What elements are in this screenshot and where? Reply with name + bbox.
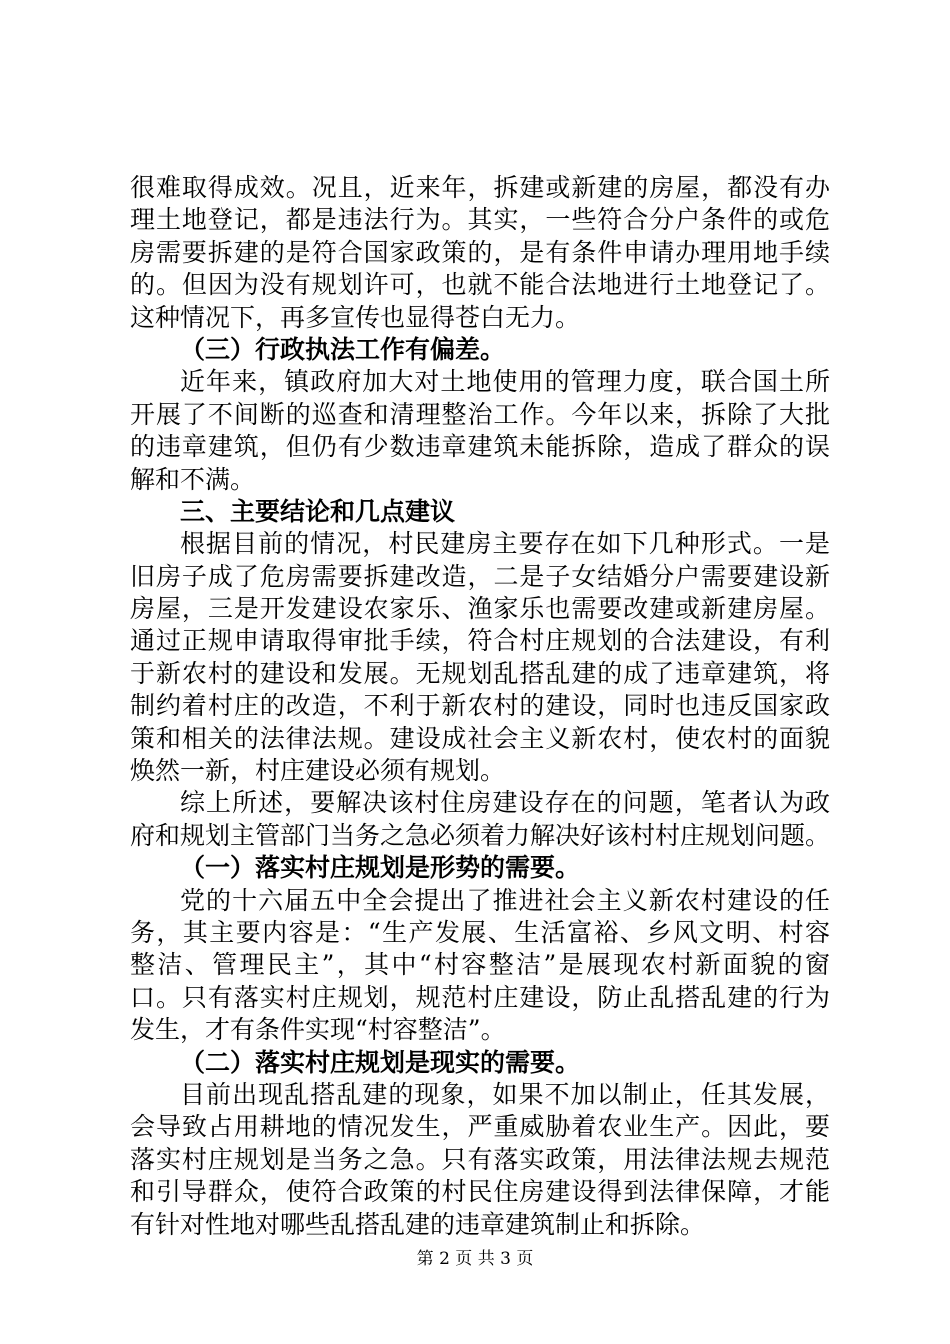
section-heading: 三、主要结论和几点建议 (180, 496, 456, 526)
text-line: 理土地登记，都是违法行为。其实，一些符合分户条件的或危 (130, 205, 830, 235)
text-line: 的。但因为没有规划许可，也就不能合法地进行土地登记了。 (130, 270, 830, 300)
text-line: 有针对性地对哪些乱搭乱建的违章建筑制止和拆除。 (130, 1209, 706, 1239)
section-heading: （三）行政执法工作有偏差。 (180, 334, 506, 364)
text-line: 旧房子成了危房需要拆建改造，二是子女结婚分户需要建设新 (130, 561, 830, 591)
text-line: 落实村庄规划是当务之急。只有落实政策，用法律法规去规范 (130, 1144, 830, 1174)
text-line: 策和相关的法律法规。建设成社会主义新农村，使农村的面貌 (130, 723, 830, 753)
text-line: 会导致占用耕地的情况发生，严重威胁着农业生产。因此，要 (130, 1112, 830, 1142)
text-line: 府和规划主管部门当务之急必须着力解决好该村村庄规划问题。 (130, 820, 830, 850)
text-line: 房需要拆建的是符合国家政策的，是有条件申请办理用地手续 (130, 237, 830, 267)
text-line: 房屋，三是开发建设农家乐、渔家乐也需要改建或新建房屋。 (130, 594, 830, 624)
text-line: 制约着村庄的改造，不利于新农村的建设，同时也违反国家政 (130, 691, 830, 721)
text-line: 党的十六届五中全会提出了推进社会主义新农村建设的任 (180, 885, 830, 915)
text-line: 的违章建筑，但仍有少数违章建筑未能拆除，造成了群众的误 (130, 432, 830, 462)
text-line: 近年来，镇政府加大对土地使用的管理力度，联合国土所 (180, 367, 830, 397)
text-line: 目前出现乱搭乱建的现象，如果不加以制止，任其发展， (180, 1079, 830, 1109)
text-line: 这种情况下，再多宣传也显得苍白无力。 (130, 302, 581, 332)
document-body (130, 172, 830, 1241)
text-line: 发生，才有条件实现“村容整洁”。 (130, 1015, 506, 1045)
text-line: 务，其主要内容是：“生产发展、生活富裕、乡风文明、村容 (130, 917, 830, 947)
text-line: 于新农村的建设和发展。无规划乱搭乱建的成了违章建筑，将 (130, 658, 830, 688)
text-line: 通过正规申请取得审批手续，符合村庄规划的合法建设，有利 (130, 626, 830, 656)
section-heading: （一）落实村庄规划是形势的需要。 (180, 853, 581, 883)
text-line: 整洁、管理民主”，其中“村容整洁”是展现农村新面貌的窗 (130, 950, 830, 980)
text-line: 开展了不间断的巡查和清理整治工作。今年以来，拆除了大批 (130, 399, 830, 429)
text-line: 焕然一新，村庄建设必须有规划。 (130, 756, 506, 786)
section-heading: （二）落实村庄规划是现实的需要。 (180, 1047, 581, 1077)
text-line: 根据目前的情况，村民建房主要存在如下几种形式。一是 (180, 529, 830, 559)
text-line: 和引导群众，使符合政策的村民住房建设得到法律保障，才能 (130, 1177, 830, 1207)
text-line: 综上所述，要解决该村住房建设存在的问题，笔者认为政 (180, 788, 830, 818)
text-line: 口。只有落实村庄规划，规范村庄建设，防止乱搭乱建的行为 (130, 982, 830, 1012)
text-line: 很难取得成效。况且，近来年，拆建或新建的房屋，都没有办 (130, 173, 830, 202)
text-line: 解和不满。 (130, 464, 256, 494)
page-number-footer: 第 2 页 共 3 页 (416, 1249, 534, 1269)
